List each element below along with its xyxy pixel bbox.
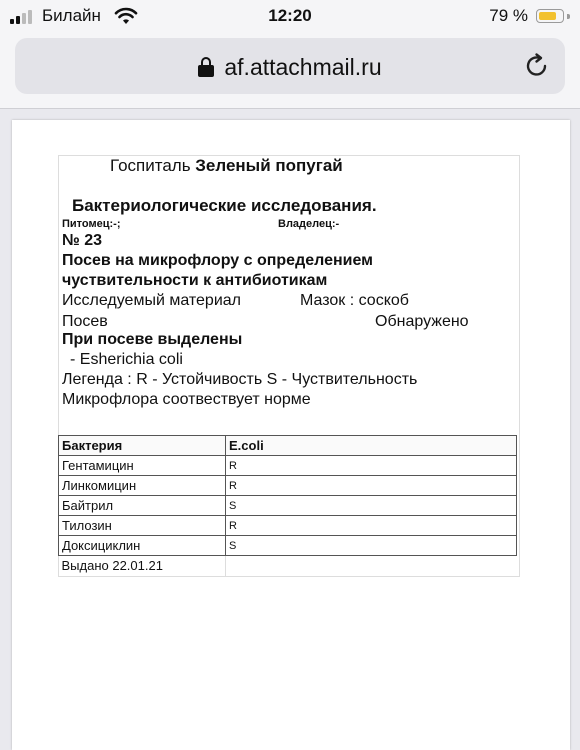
- antibiotic-name: Байтрил: [59, 496, 226, 516]
- report-number: № 23: [62, 232, 103, 249]
- table-row: [59, 496, 517, 516]
- sensitivity-value: S: [226, 496, 517, 516]
- antibiotic-name: Линкомицин: [59, 476, 226, 496]
- smear-label: Мазок : соскоб: [300, 292, 409, 309]
- issued-empty-cell: [226, 556, 517, 576]
- report-heading: Бактериологические исследования.: [72, 196, 377, 215]
- table-row: [59, 456, 517, 476]
- found-label: Обнаружено: [375, 313, 469, 330]
- sensitivity-value: S: [226, 536, 517, 556]
- status-bar: [0, 0, 580, 34]
- antibiotic-table: [58, 435, 517, 576]
- pet-label: Питомец:-;: [62, 218, 121, 230]
- table-row: [59, 516, 517, 536]
- address-bar[interactable]: [15, 38, 565, 94]
- battery-icon: [536, 9, 564, 23]
- antibiotic-name: Доксициклин: [59, 536, 226, 556]
- legend-text: Легенда : R - Устойчивость S - Чуствительность: [62, 371, 418, 388]
- conclusion-text: Микрофлора соотвествует норме: [62, 391, 311, 408]
- antibiotic-name: Тилозин: [59, 516, 226, 536]
- issued-row: [59, 556, 517, 576]
- lock-icon: [198, 57, 214, 77]
- organism-name: - Esherichia coli: [70, 351, 183, 368]
- sensitivity-value: R: [226, 456, 517, 476]
- header-bacteria: Бактерия: [59, 436, 226, 456]
- material-label: Исследуемый материал: [62, 292, 241, 309]
- address-content[interactable]: [15, 54, 565, 81]
- antibiotic-name: Гентамицин: [59, 456, 226, 476]
- reload-icon[interactable]: [523, 52, 551, 80]
- header-ecoli: E.coli: [226, 436, 517, 456]
- sowing-label: Посев: [62, 313, 108, 330]
- url-text[interactable]: af.attachmail.ru: [224, 54, 382, 80]
- sensitivity-value: R: [226, 476, 517, 496]
- hospital-name: Зеленый попугай: [195, 156, 343, 175]
- battery-nub: [567, 14, 570, 19]
- battery-fill: [539, 12, 556, 20]
- browser-toolbar: [0, 34, 580, 109]
- clock: 12:20: [268, 6, 312, 25]
- report-title-line1: Посев на микрофлору с определением: [62, 252, 373, 269]
- owner-label: Владелец:-: [278, 218, 340, 230]
- hospital-label: Госпиталь: [110, 156, 196, 175]
- table-row: [59, 476, 517, 496]
- hospital-line: [110, 156, 343, 176]
- isolated-heading: При посеве выделены: [62, 331, 243, 348]
- table-row: [59, 536, 517, 556]
- issued-date: Выдано 22.01.21: [59, 556, 226, 576]
- carrier-name: Билайн: [42, 6, 101, 25]
- table-header-row: [59, 436, 517, 456]
- report-title-line2: чуствительности к антибиотикам: [62, 272, 328, 289]
- sensitivity-value: R: [226, 516, 517, 536]
- battery-percent: 79 %: [489, 6, 528, 25]
